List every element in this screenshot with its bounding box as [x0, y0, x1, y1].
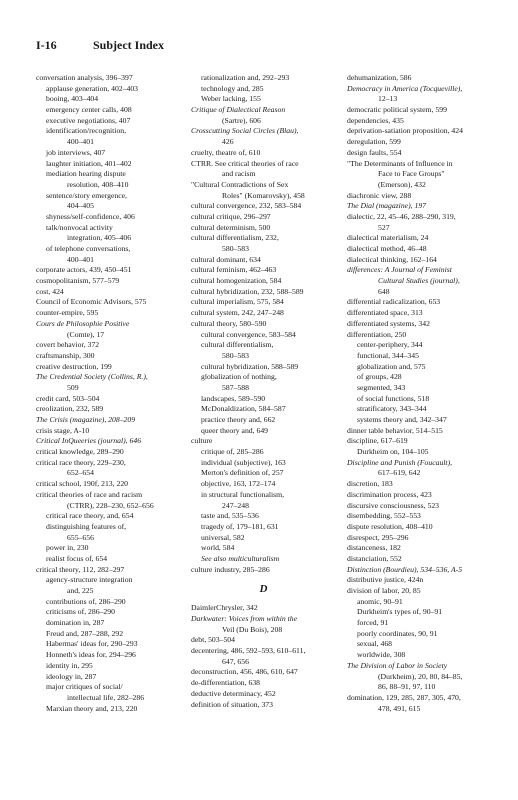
index-entry: identity in, 295 [46, 660, 93, 670]
index-entry: Honneth's ideas for, 294–296 [46, 650, 136, 660]
index-entry: democratic political system, 599 [347, 105, 447, 115]
index-entry: taste and, 535–536 [201, 511, 259, 521]
index-entry: universal, 582 [201, 532, 245, 542]
index-entry: dialectical method, 46–48 [347, 244, 427, 253]
index-entry: Durkheim's types of, 90–91 [357, 607, 443, 617]
index-entry: of social functions, 518 [357, 393, 430, 403]
index-entry: objective, 163, 172–174 [201, 479, 276, 489]
index-entry: criticisms of, 286–290 [46, 607, 115, 617]
index-entry: cultural critique, 296–297 [191, 211, 271, 221]
index-entry: 652–654 [67, 468, 94, 478]
index-entry: deprivation-satiation proposition, 424 [347, 126, 463, 136]
index-entry: systems theory and, 342–347 [357, 415, 447, 424]
index-entry: critical race theory, and, 654 [46, 511, 134, 521]
index-entry: dialectical materialism, 24 [347, 233, 429, 243]
index-entry: 580–583 [222, 244, 249, 253]
index-entry: 617–619, 642 [378, 468, 421, 478]
index-entry: critical school, 190f, 213, 220 [36, 479, 129, 489]
index-entry: functional, 344–345 [357, 350, 419, 360]
running-head-title: Subject Index [93, 38, 165, 52]
index-entry: sexual, 468 [357, 639, 393, 649]
index-entry: Merton's definition of, 257 [201, 468, 284, 478]
index-entry: 647, 656 [222, 656, 249, 666]
index-entry: dialectic, 22, 45–46, 288–290, 319, [347, 211, 456, 221]
index-entry: 400–401 [67, 137, 94, 147]
index-entry: and racism [222, 169, 256, 179]
index-entry: Democracy in America (Tocqueville), [347, 83, 463, 93]
index-entry: 404–405 [67, 201, 94, 211]
index-entry: major critiques of social/ [46, 682, 123, 692]
index-entry: critical knowledge, 289–290 [36, 447, 124, 457]
index-entry: contributions of, 286–290 [46, 596, 126, 606]
index-entry: 86, 88–91, 97, 110 [378, 682, 436, 692]
index-entry: Veil (Du Bois), 208 [222, 624, 283, 634]
index-entry: ideology in, 287 [46, 671, 97, 681]
index-entry: cultural dominant, 634 [191, 254, 261, 264]
index-entry: landscapes, 589–590 [201, 393, 266, 403]
index-entry: mediation hearing dispute [46, 169, 126, 179]
index-entry: creolization, 232, 589 [36, 404, 104, 414]
index-entry: division of labor, 20, 85 [347, 586, 421, 595]
index-entry: 527 [378, 222, 390, 232]
index-entry: critical theories of race and racism [36, 489, 143, 499]
index-entry: Critical InQueeries (journal), 646 [36, 436, 142, 446]
index-entry: cultural imperialism, 575, 584 [191, 297, 284, 307]
index-entry: dialectical thinking, 162–164 [347, 254, 437, 264]
index-entry: poorly coordinates, 90, 91 [357, 628, 438, 638]
index-entry: integration, 405–406 [67, 233, 132, 243]
index-entry: globalization and, 575 [357, 361, 426, 371]
index-entry: corporate actors, 439, 450–451 [36, 265, 132, 275]
index-entry: dispute resolution, 408–410 [347, 521, 433, 531]
index-entry: (Durkheim), 20, 80, 84–85, [378, 671, 463, 681]
index-entry: See also multiculturalism [201, 553, 280, 563]
index-entry: power in, 230 [46, 543, 89, 553]
index-entry: 400–401 [67, 254, 94, 264]
index-entry: applause generation, 402–403 [46, 83, 139, 93]
index-entry: cultural convergence, 232, 583–584 [191, 201, 302, 211]
index-entry: and, 225 [67, 586, 94, 595]
index-entry: distributive justice, 424n [347, 575, 424, 585]
index-entry: technology and, 285 [201, 83, 264, 93]
index-entry: diachronic view, 288 [347, 190, 412, 200]
index-entry: Critique of Dialectical Reason [191, 105, 286, 115]
index-entry: differentiated space, 313 [347, 308, 423, 318]
index-entry: segmented, 343 [357, 382, 406, 392]
index-entry: distanciation, 552 [347, 553, 402, 563]
index-entry: (Sartre), 606 [222, 115, 261, 125]
index-entry: deconstruction, 456, 486, 610, 647 [191, 667, 298, 677]
index-entry: Freud and, 287–288, 292 [46, 628, 124, 638]
index-entry: 648 [378, 286, 390, 296]
index-entry: The Credential Society (Collins, R.), [36, 372, 148, 382]
index-entry: Cultural Studies (journal), [378, 276, 460, 286]
index-entry: critical theory, 112, 282–297 [36, 564, 125, 574]
index-entry: cultural hybridization, 232, 588–589 [191, 286, 304, 296]
index-entry: The Dial (magazine), 197 [347, 201, 427, 211]
index-entry: cultural differentialism, [201, 340, 274, 350]
index-entry: individual (subjective), 163 [201, 457, 286, 467]
index-entry: de-differentiation, 638 [191, 678, 261, 688]
index-entry: deregulation, 599 [347, 137, 401, 147]
index-entry: center-periphery, 344 [357, 340, 423, 350]
index-entry: Marxian theory and, 213, 220 [46, 703, 138, 713]
index-entry: (Emerson), 432 [378, 179, 426, 189]
page-number: I-16 [36, 38, 57, 52]
index-entry: identification/recognition, [46, 126, 127, 136]
index-entry: realist focus of, 654 [46, 553, 108, 563]
index-entry: executive negotiations, 407 [46, 115, 131, 125]
index-entry: covert behavior, 372 [36, 340, 100, 350]
index-entry: McDonaldization, 584–587 [201, 404, 286, 414]
index-entry: deductive determinacy, 452 [191, 688, 276, 698]
index-entry: globalization of nothing, [201, 372, 277, 382]
index-entry: 478, 491, 615 [378, 703, 421, 713]
index-entry: cultural feminism, 462–463 [191, 265, 277, 275]
index-entry: Darkwater: Voices from within the [191, 614, 298, 623]
index-entry: differences: A Journal of Feminist [347, 265, 452, 275]
index-entry: of telephone conversations, [46, 244, 131, 253]
index-entry: culture industry, 285–286 [191, 564, 270, 574]
index-entry: forced, 91 [357, 618, 389, 628]
index-entry: world, 584 [201, 543, 235, 553]
index-entry: of groups, 428 [357, 372, 402, 382]
index-entry: differentiated systems, 342 [347, 318, 430, 328]
index-entry: crisis stage, A-10 [36, 425, 90, 435]
index-column-2 [191, 73, 336, 710]
index-entry: Cours de Philosophie Positive [36, 318, 130, 328]
index-entry: practice theory and, 662 [201, 415, 276, 424]
index-entry: queer theory and, 649 [201, 425, 269, 435]
index-entry: debt, 503–504 [191, 635, 235, 645]
index-entry: cruelty, theatre of, 610 [191, 147, 261, 157]
index-entry: The Division of Labor in Society [347, 660, 448, 670]
index-entry: (CTRR), 228–230, 652–656 [67, 500, 154, 510]
index-entry: creative destruction, 199 [36, 361, 112, 371]
index-entry: 580–583 [222, 350, 249, 360]
index-entry: counter-empire, 595 [36, 308, 99, 318]
index-entry: The Crisis (magazine), 208–209 [36, 415, 136, 424]
index-entry: cultural hybridization, 588–589 [201, 361, 299, 371]
index-entry: discursive consciousness, 523 [347, 500, 440, 510]
index-entry: 509 [67, 382, 79, 392]
index-entry: shyness/self-confidence, 406 [46, 211, 135, 221]
index-entry: 587–588 [222, 382, 249, 392]
index-entry: "The Determinants of Influence in [347, 158, 453, 168]
index-entry: sentence/story emergence, [46, 190, 127, 200]
index-entry: distinguishing features of, [46, 521, 127, 531]
index-entry: emergency center calls, 408 [46, 105, 132, 115]
index-entry: Distinction (Bourdieu), 534–536, A-5 [347, 564, 463, 574]
index-entry: credit card, 503–504 [36, 393, 100, 403]
index-entry: cultural convergence, 583–584 [201, 329, 296, 339]
index-entry: DaimlerChrysler, 342 [191, 603, 258, 613]
index-entry: cultural system, 242, 247–248 [191, 308, 284, 318]
index-entry: 426 [222, 137, 234, 147]
index-entry: disrespect, 295–296 [347, 532, 409, 542]
index-entry: conversation analysis, 396–397 [36, 73, 133, 82]
index-entry: dependencies, 435 [347, 115, 404, 125]
index-entry: stratificatory, 343–344 [357, 404, 427, 414]
index-entry: cost, 424 [36, 286, 64, 296]
index-entry: dehumanization, 586 [347, 73, 412, 82]
index-entry: distanceness, 182 [347, 543, 401, 553]
index-entry: talk/nonvocal activity [46, 222, 113, 232]
index-entry: Face to Face Groups" [378, 169, 445, 179]
index-entry: definition of situation, 373 [191, 699, 273, 709]
index-entry: (Comte), 17 [67, 329, 105, 339]
index-entry: critical race theory, 229–230, [36, 457, 126, 467]
index-entry: Crosscutting Social Circles (Blau), [191, 126, 299, 136]
index-entry: 655–656 [67, 532, 94, 542]
index-entry: discretion, 183 [347, 479, 393, 489]
index-entry: cultural theory, 580–590 [191, 318, 267, 328]
index-entry: cultural differentialism, 232, [191, 233, 279, 243]
index-entry: resolution, 408–410 [67, 179, 129, 189]
index-entry: anomic, 90–91 [357, 596, 403, 606]
letter-section-heading: D [259, 583, 268, 596]
index-entry: cultural determinism, 500 [191, 222, 271, 232]
index-entry: cosmopolitanism, 577–579 [36, 276, 120, 286]
index-entry: design faults, 554 [347, 147, 402, 157]
index-entry: tragedy of, 179–181, 631 [201, 521, 279, 531]
index-entry: culture [191, 436, 213, 446]
index-entry: booing, 403–404 [46, 94, 99, 104]
index-entry: CTRR. See critical theories of race [191, 158, 299, 168]
index-entry: rationalization and, 292–293 [201, 73, 290, 82]
index-entry: discipline, 617–619 [347, 436, 408, 446]
index-entry: disembedding, 552–553 [347, 511, 421, 521]
index-entry: cultural homogenization, 584 [191, 276, 282, 286]
index-entry: agency-structure integration [46, 575, 133, 585]
index-entry: 12–13 [378, 94, 398, 104]
index-entry: job interviews, 407 [46, 147, 106, 157]
index-entry: "Cultural Contradictions of Sex [191, 179, 289, 189]
index-entry: discrimination process, 423 [347, 489, 432, 499]
index-column-3 [347, 73, 497, 714]
index-entry: differentiation, 250 [347, 329, 407, 339]
index-entry: critique of, 285–286 [201, 447, 264, 457]
index-column-1 [36, 73, 191, 714]
index-entry: in structural functionalism, [201, 489, 285, 499]
index-entry: Council of Economic Advisors, 575 [36, 297, 147, 307]
index-entry: Habermas' ideas for, 290–293 [46, 639, 138, 649]
index-entry: Roles" (Komarovsky), 458 [222, 190, 305, 200]
index-entry: Discipline and Punish (Foucault), [347, 457, 453, 467]
page-header [36, 38, 486, 54]
index-entry: laughter initiation, 401–402 [46, 158, 132, 168]
index-entry: craftsmanship, 300 [36, 350, 95, 360]
index-entry: differential radicalization, 653 [347, 297, 441, 307]
index-entry: intellectual life, 282–286 [67, 692, 145, 702]
index-entry: dinner table behavior, 514–515 [347, 425, 443, 435]
index-entry: Durkheim on, 104–105 [357, 447, 429, 457]
index-entry: domination, 129, 285, 287, 305, 470, [347, 692, 461, 702]
index-entry: decentering, 486, 592–593, 610–611, [191, 646, 306, 656]
index-entry: domination in, 287 [46, 618, 105, 628]
index-entry: 247–248 [222, 500, 249, 510]
index-entry: Weber lacking, 155 [201, 94, 261, 104]
index-entry: worldwide, 308 [357, 650, 406, 660]
